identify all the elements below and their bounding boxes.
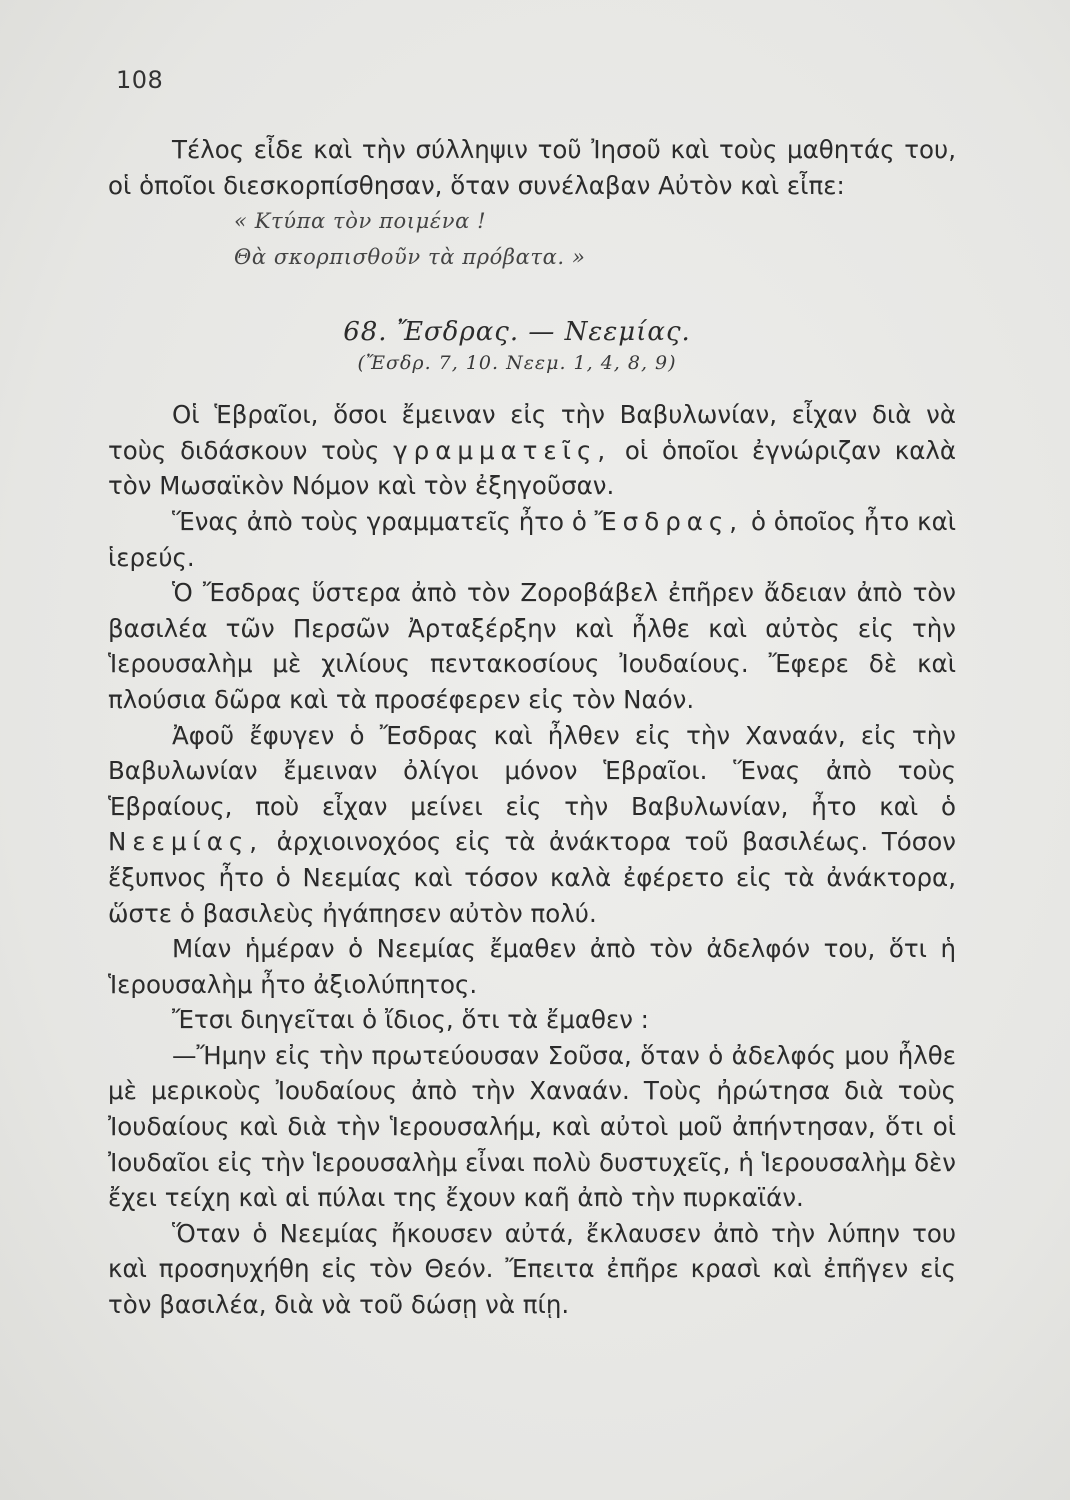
spaced-word-ezra: Ἔσδρας, [594,506,744,536]
paragraph-narration: Ἔτσι διηγεῖται ὁ ἴδιος, ὅτι τὰ ἔμαθεν : [172,1005,649,1035]
paragraph-scribes-part-a: Οἱ Ἑβραῖοι, ὅσοι ἔμειναν εἰς τὴν Βαβυλωνίαν, εἶχαν διὰ νὰ τοὺς διδάσκουν τοὺς [108,400,956,465]
spaced-word-scribes: γραμματεῖς, [393,435,612,465]
paragraph-nehemiah-intro-part-b: ἀρχιοινοχόος εἰς τὰ ἀνάκτορα τοῦ βασιλέως. Τόσον ἔξυπνος ἦτο ὁ Νεεμίας καὶ τόσον καλὰ ἐφέρετο εἰς τὰ ἀνάκτορα, ὥστε ὁ βασιλεὺς ἠγάπησεν αὐτὸν πολύ. [108,827,956,928]
paragraph-scribes-part-b: οἱ ὁποῖοι ἐγνώριζαν καλὰ τὸν Μωσαϊκὸν Νόμον καὶ τὸν ἐξηγοῦσαν. [108,435,956,501]
paragraph-ezra-intro-part-b: ὁ ὁποῖος ἦτο καὶ ἱερεύς. [108,506,957,572]
paragraph-ezra-journey: Ὁ Ἔσδρας ὕστερα ἀπὸ τὸν Ζοροβάβελ ἐπῆρεν ἄδειαν ἀπὸ τὸν βασιλέα τῶν Περσῶν Ἀρταξέρξην καὶ ἦλθε καὶ αὐτὸς εἰς τὴν Ἱερουσαλὴμ μὲ χιλίους πεντακοσίους Ἰουδαίους. Ἔφερε δὲ καὶ πλούσια δῶρα καὶ τὰ προσέφερεν εἰς τὸν Ναόν. [108,578,956,714]
section-heading: 68. Ἔσδρας. — Νεεμίας. [343,317,691,348]
page-text [108,132,956,1323]
paragraph-testimony: —Ἤμην εἰς τὴν πρωτεύουσαν Σοῦσα, ὅταν ὁ ἀδελφός μου ἦλθε μὲ μερικοὺς Ἰουδαίους ἀπὸ τὴν Χαναάν. Τοὺς ἠρώτησα διὰ τοὺς Ἰουδαίους καὶ διὰ τὴν Ἱερουσαλήμ, καὶ αὐτοὶ μοῦ ἀπήντησαν, ὅτι οἱ Ἰουδαῖοι εἰς τὴν Ἱερουσαλὴμ εἶναι πολὺ δυστυχεῖς, ἡ Ἱερουσαλὴμ δὲν ἔχει τείχη καὶ αἱ πύλαι της ἔχουν καῆ ἀπὸ τὴν πυρκαϊάν. [108,1040,956,1213]
page-number: 108 [116,66,164,94]
paragraph-nehemiah-intro [108,718,956,932]
paragraph-prayer: Ὅταν ὁ Νεεμίας ἤκουσεν αὐτά, ἔκλαυσεν ἀπὸ τὴν λύπην του καὶ προσηυχήθη εἰς τὸν Θεόν. Ἔπειτα ἐπῆρε κρασὶ καὶ ἐπῆγεν εἰς τὸν βασιλέα, διὰ νὰ τοῦ δώσῃ νὰ πίῃ. [108,1218,956,1320]
paragraph-scribes [108,397,956,504]
spaced-word-nehemiah: Νεεμίας, [108,827,264,857]
paragraph-nehemiah-intro-part-a: Ἀφοῦ ἔφυγεν ὁ Ἔσδρας καὶ ἦλθεν εἰς τὴν Χαναάν, εἰς τὴν Βαβυλωνίαν ἔμειναν ὀλίγοι μόνον Ἑβραῖοι. Ἕνας ἀπὸ τοὺς Ἑβραίους, ποὺ εἶχαν μείνει εἰς τὴν Βαβυλωνίαν, ἦτο καὶ ὁ [108,720,956,821]
quote-line-2: Θὰ σκορπισθοῦν τὰ πρόβατα. » [234,245,586,270]
intro-paragraph: Τέλος εἶδε καὶ τὴν σύλληψιν τοῦ Ἰησοῦ καὶ τοὺς μαθητάς του, οἱ ὁποῖοι διεσκορπίσθησαν, ὅταν συνέλαβαν Αὐτὸν καὶ εἶπε: [108,135,956,200]
quote-line-1: « Κτύπα τὸν ποιμένα ! [234,209,487,234]
paragraph-news: Μίαν ἡμέραν ὁ Νεεμίας ἔμαθεν ἀπὸ τὸν ἀδελφόν του, ὅτι ἡ Ἱερουσαλὴμ ἦτο ἀξιολύπητος. [108,934,956,999]
section-reference: (Ἔσδρ. 7, 10. Νεεμ. 1, 4, 8, 9) [357,352,677,375]
paragraph-ezra-intro-part-a: Ἕνας ἀπὸ τοὺς γραμματεῖς ἦτο ὁ [172,506,587,536]
paragraph-ezra-intro [108,504,956,575]
